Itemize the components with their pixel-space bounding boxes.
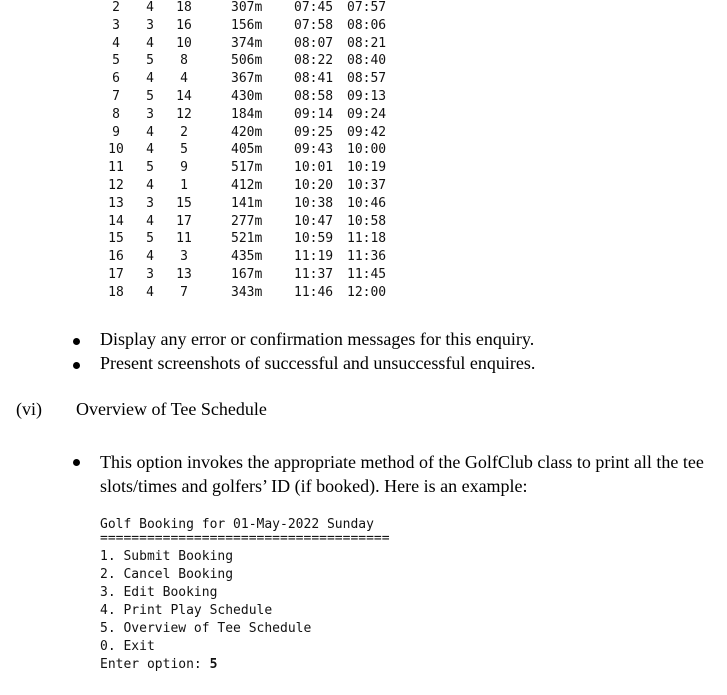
distance-cell: 435m xyxy=(231,249,263,265)
end-time-cell: 10:46 xyxy=(347,195,387,211)
start-time-cell: 10:38 xyxy=(294,195,334,211)
distance-cell: 405m xyxy=(231,142,263,158)
par-cell: 4 xyxy=(146,249,154,265)
start-time-cell: 10:01 xyxy=(294,160,334,176)
end-time-cell: 09:24 xyxy=(347,106,387,122)
end-time-cell: 09:13 xyxy=(347,89,387,104)
section-number: (vi) xyxy=(16,399,42,419)
hole-number-cell: 10 xyxy=(108,142,124,158)
hole-number-cell: 7 xyxy=(112,89,120,104)
prompt-label: Enter option: xyxy=(100,657,210,672)
end-time-cell: 11:45 xyxy=(347,267,387,282)
par-cell: 4 xyxy=(146,284,154,300)
par-cell: 5 xyxy=(146,89,154,104)
distance-cell: 343m xyxy=(231,284,263,300)
stroke-index-cell: 18 xyxy=(176,0,192,15)
section-title: Overview of Tee Schedule xyxy=(76,399,267,419)
distance-cell: 420m xyxy=(231,124,263,140)
hole-number-cell: 15 xyxy=(108,231,124,247)
stroke-index-cell: 3 xyxy=(180,249,188,265)
start-time-cell: 10:20 xyxy=(294,178,334,193)
end-time-cell: 11:18 xyxy=(347,231,387,247)
console-prompt xyxy=(100,657,390,675)
par-cell: 4 xyxy=(146,71,154,87)
console-header: Golf Booking for 01-May-2022 Sunday xyxy=(100,517,374,532)
menu-item: 5. Overview of Tee Schedule xyxy=(100,621,312,636)
hole-number-cell: 3 xyxy=(112,17,120,33)
start-time-cell: 11:19 xyxy=(294,249,334,265)
start-time-cell: 09:43 xyxy=(294,142,334,158)
par-cell: 4 xyxy=(146,178,154,193)
distance-cell: 156m xyxy=(231,17,263,33)
stroke-index-cell: 4 xyxy=(180,71,188,87)
stroke-index-cell: 11 xyxy=(176,231,192,247)
stroke-index-cell: 13 xyxy=(176,267,192,282)
par-cell: 5 xyxy=(146,160,154,176)
par-cell: 4 xyxy=(146,0,154,15)
distance-cell: 367m xyxy=(231,71,263,87)
stroke-index-cell: 2 xyxy=(180,124,188,140)
stroke-index-cell: 5 xyxy=(180,142,188,158)
start-time-cell: 09:25 xyxy=(294,124,334,140)
stroke-index-cell: 16 xyxy=(176,17,192,33)
par-cell: 5 xyxy=(146,231,154,247)
distance-cell: 374m xyxy=(231,35,263,51)
hole-number-cell: 6 xyxy=(112,71,120,87)
distance-cell: 167m xyxy=(231,267,263,282)
hole-number-cell: 16 xyxy=(108,249,124,265)
end-time-cell: 10:37 xyxy=(347,178,387,193)
start-time-cell: 08:22 xyxy=(294,53,334,69)
hole-number-cell: 11 xyxy=(108,160,124,176)
stroke-index-cell: 10 xyxy=(176,35,192,51)
stroke-index-cell: 9 xyxy=(180,160,188,176)
par-cell: 3 xyxy=(146,195,154,211)
hole-number-cell: 9 xyxy=(112,124,120,140)
start-time-cell: 08:41 xyxy=(294,71,334,87)
distance-cell: 184m xyxy=(231,106,263,122)
end-time-cell: 10:00 xyxy=(347,142,387,158)
hole-number-cell: 8 xyxy=(112,106,120,122)
stroke-index-cell: 1 xyxy=(180,178,188,193)
end-time-cell: 07:57 xyxy=(347,0,387,15)
menu-item: 0. Exit xyxy=(100,639,155,654)
start-time-cell: 08:07 xyxy=(294,35,334,51)
distance-cell: 430m xyxy=(231,89,263,104)
stroke-index-cell: 12 xyxy=(176,106,192,122)
bullet-text: Display any error or confirmation messages for this enquiry. xyxy=(100,329,535,349)
hole-number-cell: 2 xyxy=(112,0,120,15)
start-time-cell: 10:59 xyxy=(294,231,334,247)
start-time-cell: 11:37 xyxy=(294,267,334,282)
end-time-cell: 08:57 xyxy=(347,71,387,87)
par-cell: 4 xyxy=(146,35,154,51)
distance-cell: 517m xyxy=(231,160,263,176)
hole-number-cell: 18 xyxy=(108,284,124,300)
par-cell: 5 xyxy=(146,53,154,69)
distance-cell: 307m xyxy=(231,0,263,15)
stroke-index-cell: 14 xyxy=(176,89,192,104)
end-time-cell: 12:00 xyxy=(347,284,387,300)
hole-number-cell: 5 xyxy=(112,53,120,69)
stroke-index-cell: 7 xyxy=(180,284,188,300)
end-time-cell: 10:19 xyxy=(347,160,387,176)
distance-cell: 141m xyxy=(231,195,263,211)
prompt-value: 5 xyxy=(209,657,218,672)
par-cell: 3 xyxy=(146,267,154,282)
hole-number-cell: 14 xyxy=(108,213,124,229)
distance-cell: 277m xyxy=(231,213,263,229)
hole-number-cell: 17 xyxy=(108,267,124,282)
end-time-cell: 08:21 xyxy=(347,35,387,51)
stroke-index-cell: 15 xyxy=(176,195,192,211)
bullet-text: Present screenshots of successful and unsuccessful enquires. xyxy=(100,353,536,373)
par-cell: 3 xyxy=(146,106,154,122)
distance-cell: 506m xyxy=(231,53,263,69)
hole-number-cell: 13 xyxy=(108,195,124,211)
par-cell: 4 xyxy=(146,124,154,140)
start-time-cell: 11:46 xyxy=(294,284,334,300)
par-cell: 3 xyxy=(146,17,154,33)
start-time-cell: 10:47 xyxy=(294,213,334,229)
par-cell: 4 xyxy=(146,142,154,158)
start-time-cell: 07:45 xyxy=(294,0,334,15)
menu-item: 3. Edit Booking xyxy=(100,585,218,600)
description-paragraph: This option invokes the appropriate method of the GolfClub class to print all the tee slots/times and golfers’ ID (if booked). Here is an example: xyxy=(100,452,704,496)
start-time-cell: 09:14 xyxy=(294,106,334,122)
end-time-cell: 10:58 xyxy=(347,213,387,229)
console-output xyxy=(100,517,390,675)
stroke-index-cell: 17 xyxy=(176,213,192,229)
menu-item: 2. Cancel Booking xyxy=(100,567,234,582)
menu-item: 4. Print Play Schedule xyxy=(100,603,273,618)
par-cell: 4 xyxy=(146,213,154,229)
stroke-index-cell: 8 xyxy=(180,53,188,69)
start-time-cell: 07:58 xyxy=(294,17,334,33)
hole-number-cell: 4 xyxy=(112,35,120,51)
distance-cell: 521m xyxy=(231,231,263,247)
menu-item: 1. Submit Booking xyxy=(100,549,234,564)
start-time-cell: 08:58 xyxy=(294,89,334,104)
console-rule: ===================================== xyxy=(100,531,390,546)
end-time-cell: 08:06 xyxy=(347,17,387,33)
distance-cell: 412m xyxy=(231,178,263,193)
hole-number-cell: 12 xyxy=(108,178,124,193)
end-time-cell: 09:42 xyxy=(347,124,387,140)
end-time-cell: 11:36 xyxy=(347,249,387,265)
end-time-cell: 08:40 xyxy=(347,53,387,69)
